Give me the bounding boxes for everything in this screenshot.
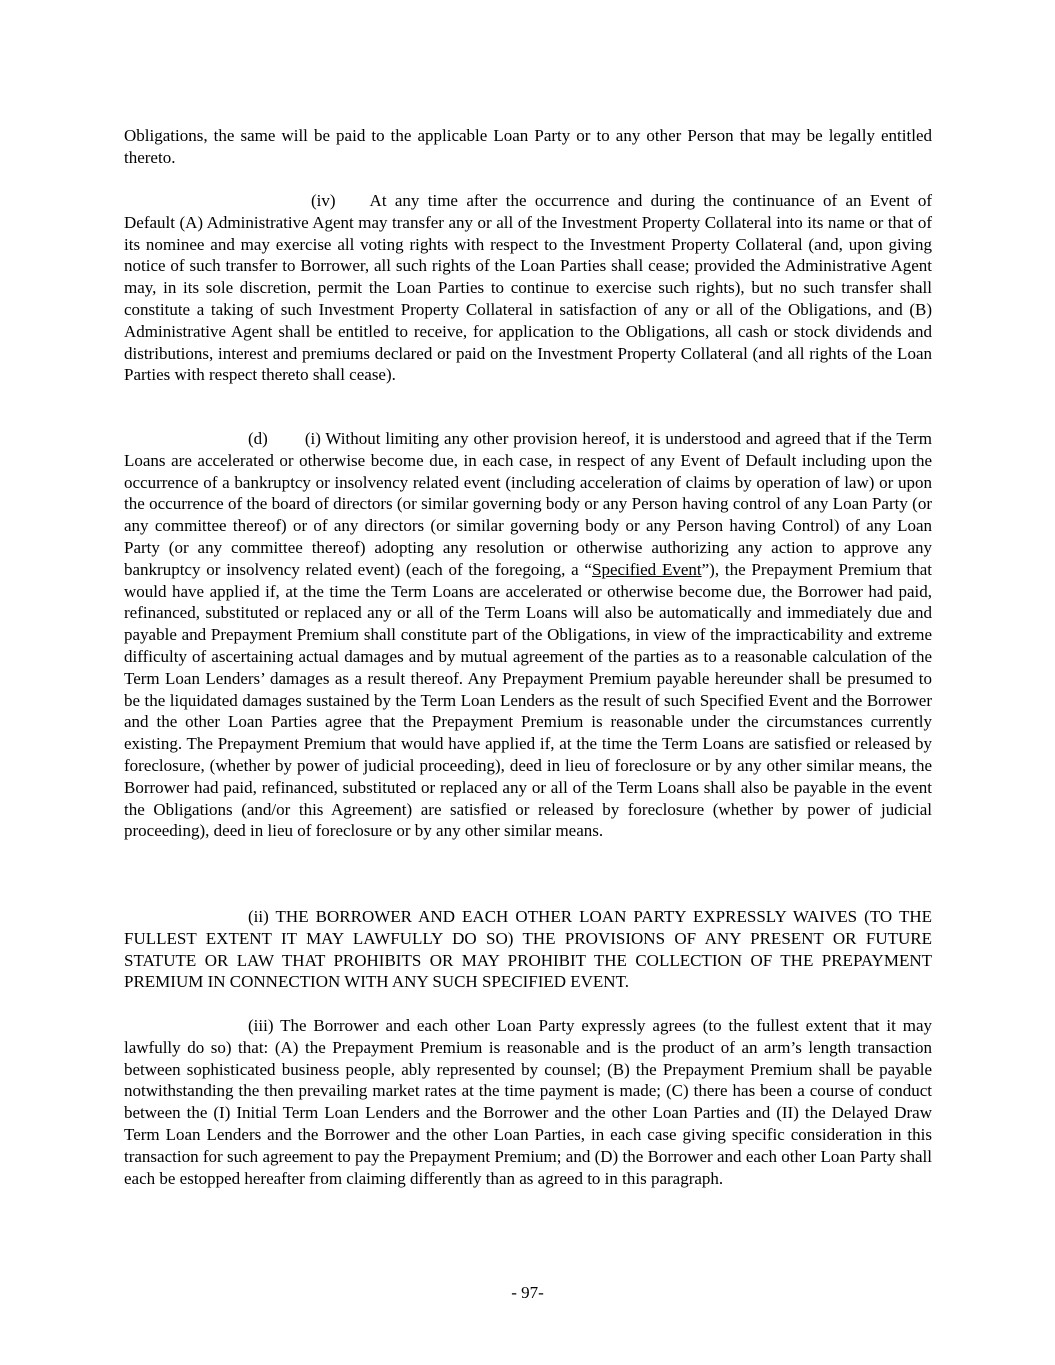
paragraph-d xyxy=(124,428,932,842)
page-number: - 97- xyxy=(511,1283,544,1302)
paragraph-obligations-continued xyxy=(124,125,932,169)
paragraph-iii xyxy=(124,1015,932,1189)
defined-term-specified-event: Specified Event xyxy=(591,559,702,579)
clause-label-iv: (iv) xyxy=(311,191,336,210)
paragraph-text: Obligations, the same will be paid to the applicable Loan Party or to any other Person that may be legally entitled thereto. xyxy=(124,126,932,167)
paragraph-text-before: (i) Without limiting any other provision hereof, it is understood and agreed that if the Term Loans are accelerated or otherwise become due, in each case, in respect of any Event of Default including upon the occurrence of a bankruptcy or insolvency related event (including acceleration of claims by operation of law) or upon the occurrence of the board of directors (or similar governing body or any Person having control of any Loan Party (or any committee thereof) or of any directors (or similar governing body or any Person having Control) of any Loan Party (or any committee thereof) adopting any resolution or otherwise authorizing any action to approve any bankruptcy or insolvency related event) (each of the foregoing, a “ xyxy=(124,429,932,579)
paragraph-iv xyxy=(124,190,932,386)
paragraph-ii-waiver xyxy=(124,906,932,993)
paragraph-text-after: ”), the Prepayment Premium that would have applied if, at the time the Term Loans are accelerated or otherwise become due, the Borrower had paid, refinanced, substituted or replaced any or all of the Term Loans will also be automatically and immediately due and payable and Prepayment Premium shall constitute part of the Obligations, in view of the impracticability and extreme difficulty of ascertaining actual damages and by mutual agreement of the parties as to a reasonable calculation of the Term Loan Lenders’ damages as a result thereof. Any Prepayment Premium payable hereunder shall be presumed to be the liquidated damages sustained by the Term Loan Lenders as the result of such Specified Event and the Borrower and the other Loan Parties agree that the Prepayment Premium is reasonable under the circumstances currently existing. The Prepayment Premium that would have applied if, at the time the Term Loans are satisfied or released by foreclosure, (whether by power of judicial proceeding), deed in lieu of foreclosure or by any other similar means, the Borrower had paid, refinanced, substituted or replaced any or all of the Term Loans shall also be payable in the event the Obligations (and/or this Agreement) are satisfied or released by foreclosure (whether by power of judicial proceeding), deed in lieu of foreclosure or by any other similar means. xyxy=(124,559,932,841)
clause-label-d: (d) xyxy=(248,429,268,448)
paragraph-text: At any time after the occurrence and during the continuance of an Event of Default (A) Administrative Agent may transfer any or all of the Investment Property Collateral into its name or that of its nominee and may exercise all voting rights with respect to the Investment Property Collateral (and, upon giving notice of such transfer to Borrower, all such rights of the Loan Parties shall cease; provided the Administrative Agent may, in its sole discretion, permit the Loan Parties to continue to exercise such rights), but no such transfer shall constitute a taking of such Investment Property Collateral in satisfaction of any or all of the Obligations, and (B) Administrative Agent shall be entitled to receive, for application to the Obligations, all cash or stock dividends and distributions, interest and premiums declared or paid on the Investment Property Collateral (and all rights of the Loan Parties with respect thereto shall cease). xyxy=(124,191,932,385)
paragraph-text: (ii) THE BORROWER AND EACH OTHER LOAN PARTY EXPRESSLY WAIVES (TO THE FULLEST EXTENT IT MAY LAWFULLY DO SO) THE PROVISIONS OF ANY PRESENT OR FUTURE STATUTE OR LAW THAT PROHIBITS OR MAY PROHIBIT THE COLLECTION OF THE PREPAYMENT PREMIUM IN CONNECTION WITH ANY SUCH SPECIFIED EVENT. xyxy=(124,907,932,992)
paragraph-text: (iii) The Borrower and each other Loan Party expressly agrees (to the fullest extent that it may lawfully do so) that: (A) the Prepayment Premium is reasonable and is the product of an arm’s length transaction between sophisticated business people, ably represented by counsel; (B) the Prepayment Premium shall be payable notwithstanding the then prevailing market rates at the time payment is made; (C) there has been a course of conduct between the (I) Initial Term Loan Lenders and the Borrower and the other Loan Parties and (II) the Delayed Draw Term Loan Lenders and the Borrower and the other Loan Parties, in each case giving specific consideration in this transaction for such agreement to pay the Prepayment Premium; and (D) the Borrower and each other Loan Party shall each be estopped hereafter from claiming differently than as agreed to in this paragraph. xyxy=(124,1016,932,1188)
